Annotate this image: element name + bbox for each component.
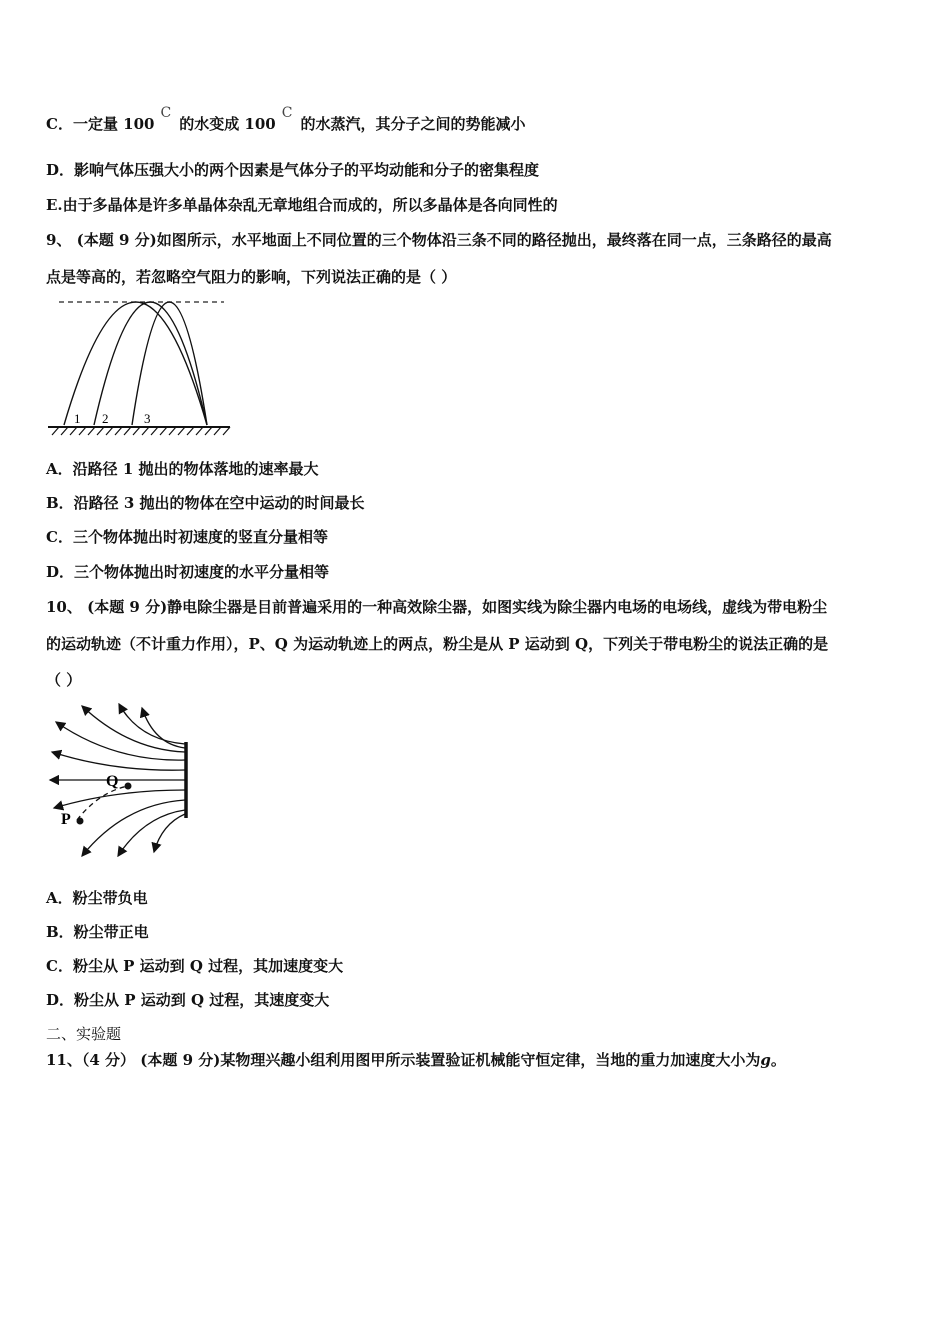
q9-stem-line2: 点是等高的，若忽略空气阻力的影响，下列说法正确的是（ ）: [46, 268, 457, 286]
q11-stem: 11、（4 分） (本题 9 分)某物理兴趣小组利用图甲所示装置验证机械能守恒定律，当地的重力加速度大小为g。: [46, 1051, 786, 1069]
q10-stem-line1: 10、 (本题 9 分)静电除尘器是目前普遍采用的一种高效除尘器，如图实线为除尘器内电场的电场线，虚线为带电粉尘: [46, 598, 828, 616]
trajectory-2: [94, 302, 207, 425]
q9-stem-line1: 9、 (本题 9 分)如图所示，水平地面上不同位置的三个物体沿三条不同的路径抛出，最终落在同一点，三条路径的最高: [46, 231, 832, 249]
trajectory-3: [132, 302, 207, 425]
degree-symbol: C: [281, 105, 293, 121]
q8-option-d: D．影响气体压强大小的两个因素是气体分子的平均动能和分子的密集程度: [46, 161, 540, 179]
ground-hatching: [52, 427, 230, 435]
q8-option-e: E.由于多晶体是许多单晶体杂乱无章地组合而成的，所以多晶体是各向同性的: [46, 196, 558, 214]
q10-stem-line3: （ ）: [46, 671, 82, 689]
q8-option-c: C．一定量 100C的水变成 100C的水蒸汽，其分子之间的势能减小: [46, 105, 526, 133]
q10-stem-line2: 的运动轨迹（不计重力作用），P、Q 为运动轨迹上的两点，粉尘是从 P 运动到 Q，下列关于带电粉尘的说法正确的是: [46, 635, 829, 653]
q9-option-b: B．沿路径 3 抛出的物体在空中运动的时间最长: [46, 494, 365, 512]
dust-trajectory: [77, 786, 128, 820]
point-p-dot: [77, 818, 84, 825]
gravity-symbol: g: [760, 1051, 771, 1069]
q10-option-c: C．粉尘从 P 运动到 Q 过程，其加速度变大: [46, 957, 344, 975]
section-title-experiment: 二、实验题: [46, 1025, 122, 1043]
q9-option-a: A．沿路径 1 抛出的物体落地的速率最大: [46, 460, 319, 478]
q10-electric-field-figure: [44, 700, 196, 862]
q9-option-d: D．三个物体抛出时初速度的水平分量相等: [46, 563, 330, 581]
point-p-label: P: [61, 811, 71, 828]
q10-option-b: B．粉尘带正电: [46, 923, 149, 941]
degree-symbol: C: [160, 105, 172, 121]
path-label-1: 1: [74, 411, 81, 426]
path-label-3: 3: [144, 411, 151, 426]
q9-projectile-figure: [44, 292, 240, 444]
point-q-label: Q: [106, 773, 119, 790]
path-label-2: 2: [102, 411, 109, 426]
q10-option-d: D．粉尘从 P 运动到 Q 过程，其速度变大: [46, 991, 330, 1009]
point-q-dot: [125, 783, 132, 790]
q9-option-c: C．三个物体抛出时初速度的竖直分量相等: [46, 528, 328, 546]
q10-option-a: A．粉尘带负电: [46, 889, 148, 907]
